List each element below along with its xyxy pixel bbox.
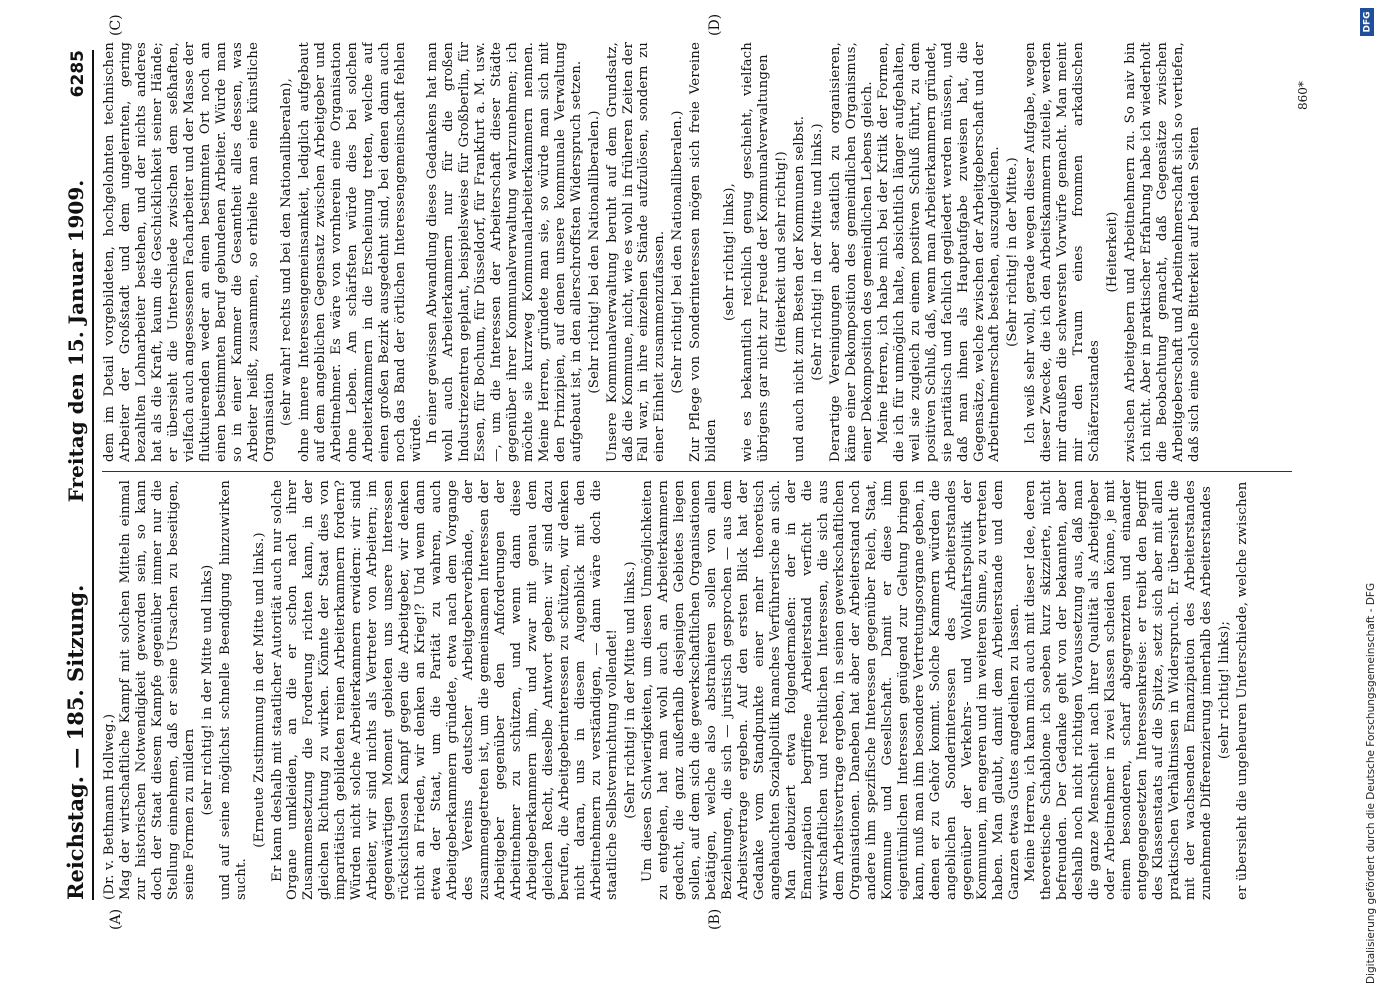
paragraph: zwischen Arbeitgebern und Arbeitnehmern zu. So naiv bin ich nicht. Aber in praktischer Erfahrung habe ich wiederholt die Beobachtung gemacht, daß Gegensätze zwischen Arbeitgeberschaft und Arbeitnehmerschaft sich so vertiefen, daß sich eine solche Bitterkeit auf beiden Seiten [1123,42,1202,462]
header-date: Freitag den 15. Januar 1909. [64,179,88,503]
page-header [62,50,94,900]
paragraph: In einer gewissen Abwandlung dieses Gedankens hat man wohl auch Arbeiterkammern nur für die großen Industriezentren geplant, beispielsweise für Großberlin, für Essen, für Bochum, für Düsseldorf, für Frankfurt a. M. usw. —, um die Interessen der Arbeiterschaft dieser Städte gegenüber ihrer Kommunalverwaltung wahrzunehmen; ich möchte sie kurzweg Kommunalarbeiterkammern nennen. Meine Herren, gründete man sie, so würde man sich mit den Prinzipien, auf denen unsere kommunale Verwaltung aufgebaut ist, in den allerschroffsten Widerspruch setzen. [425,42,584,462]
paragraph: Derartige Vereinigungen aber staatlich zu organisieren, käme einer Dekomposition des gemeindlichen Organismus, einer Dekomposition des gemeindlichen Lebens gleich. [827,42,875,462]
speaker-line: (Dr. v. Bethmann Hollweg.) [102,713,117,900]
paragraph: Zur Pflege von Sonderinteressen mögen sich freie Vereine bilden [688,42,720,462]
interjection: (Sehr richtig! bei den Nationalliberalen.) [586,110,602,394]
digitization-credit [1353,14,1377,986]
paragraph: wie es bekanntlich reichlich genug geschieht, vielfach übrigens gar nicht zur Freude der Kommunalverwaltungen [740,42,772,462]
paragraph: dem im Detail vorgebildeten, hochgelohnten technischen Arbeiter der Großstadt und dem ungelernten, gering bezahlten Lohnarbeiter bestehen, und der nichts anderes hat als die Kraft, kaum die Geschicklichkeit seiner Hände; er übersieht die Unterschiede zwischen dem seßhaften, vielfach auch angesessenen Facharbeiter und der Masse der fluktuierenden weder an einen bestimmten Ort noch an einen bestimmten Beruf gebundenen Arbeiter. Würde man so in einer Kammer die Gesamtheit alles dessen, was Arbeiter heißt, zusammen, so erhielte man eine künstliche Organisation [102,42,277,462]
interjection: (Sehr richtig! in der Mitte und links.) [622,561,638,819]
paragraph: und auch nicht zum Besten der Kommunen selbst. [792,115,808,462]
paragraph: Mag der wirtschaftliche Kampf mit solchen Mitteln einmal zur historischen Notwendigkeit geworden sein, so kann doch der Staat diesem Kampfe gegenüber immer nur die Stellung einnehmen, daß er seine Ursachen zu beseitigen, seine Formen zu mildern [117,480,197,900]
dfg-logo [1360,8,1374,36]
interjection: (Heiterkeit und sehr richtig!) [774,151,790,353]
paragraph: Meine Herren, ich habe mich bei der Kritik der Formen, die ich für unmöglich halte, absichtlich länger aufgehalten, weil sie zugleich zu einem positiven Schluß führt, zu dem positiven Schluß, daß, wenn man Arbeiterkammern gründet, sie paritätisch und fachlich gegliedert werden müssen, und daß man ihnen als Hauptaufgabe zuweisen hat, die Gegensätze, welche zwischen der Arbeitgeberschaft und der Arbeitnehmerschaft bestehen, auszugleichen. [875,42,1003,462]
interjection: (Sehr richtig! in der Mitte.) [1005,157,1021,347]
paragraph: Ich weiß sehr wohl, gerade wegen dieser Aufgabe, wegen dieser Zwecke, die ich den Arbeitskammern zuteile, werden mir draußen die schwersten Vorwürfe gemacht. Man meint mir den Traum eines frommen arkadischen Schäferzustandes [1023,42,1103,462]
interjection: (Heiterkeit) [1105,211,1121,293]
paragraph: Unsere Kommunalverwaltung beruht auf dem Grundsatz, daß die Kommune, nicht, wie es wohl in früheren Zeiten der Fall war, in ihre einzelnen Stände aufzulösen, sondern zu einer Einheit zusammenzufassen. [604,42,668,462]
sheet-mark: 860* [1296,81,1310,110]
interjection: (Erneute Zustimmung in der Mitte und links.) [251,532,267,848]
right-column [102,42,1292,462]
interjection: (sehr richtig! links); [1216,620,1232,760]
paragraph: und auf seine möglichst schnelle Beendigung hinzuwirken sucht. [217,480,249,900]
margin-mark-d: (D) [707,13,723,36]
credit-text: Digitalisierung gefördert durch die Deutsche Forschungsgemeinschaft - DFG [1365,582,1377,984]
interjection: (Sehr richtig! bei den Nationalliberalen.) [670,110,686,394]
paragraph: er übersieht die ungeheuren Unterschiede, welche zwischen [1234,481,1250,900]
page-number: 6285 [68,50,88,98]
paragraph: Meine Herren, ich kann mich auch mit dieser Idee, deren theoretische Schablone ich soeben kurz skizzierte, nicht befreunden. Der Gedanke geht von der bekannten, aber deshalb noch nicht richtigen Voraussetzung aus, daß man die ganze Menschheit nach ihrer Qualität als Arbeitgeber oder Arbeitnehmer in zwei Klassen scheiden könne, je mit einem besonderen, scharf abgegrenzten und einander entgegengesetzten Interessenkreise: er treibt den Begriff des Klassenstaats auf die Spitze, setzt sich aber mit allen praktischen Verhältnissen in Widerspruch. Er übersieht die mit der wachsenden Emanzipation des Arbeiterstandes zunehmende Differenzierung innerhalb des Arbeiterstandes [1023,480,1214,900]
paragraph: Er kann deshalb mit staatlicher Autorität auch nur solche Organe umkleiden, an die er schon nach ihrer Zusammensetzung die Forderung richten kann, in der gleichen Richtung zu wirken. Könnte der Staat dies von imparitätisch gebildeten reinen Arbeiterkammern fordern? Würden nicht solche Arbeiterkammern erwidern: wir sind Arbeiter, wir sind nichts als Vertreter von Arbeitern; im gegenwärtigen Moment gebieten uns unsere Interessen rücksichtslosen Kampf gegen die Arbeitgeber, wir denken nicht an Frieden, wir denken an Krieg!? Und wenn dann etwa der Staat, um die Parität zu wahren, auch Arbeitgeberkammern gründete, etwa nach dem Vorgange des Vereins deutscher Arbeitgeberverbände, der zusammengetreten ist, um die gemeinsamen Interessen der Arbeitgeber gegenüber den Anforderungen der Arbeitnehmer zu schützen, und wenn dann diese Arbeitgeberkammern ihm, und zwar mit genau dem gleichen Recht, dieselbe Antwort geben: wir sind dazu berufen, die Arbeitgeberinteressen zu schützen, wir denken nicht daran, uns in diesem Augenblick mit den Arbeitnehmern zu verständigen, — dann wäre doch die staatliche Selbstvernichtung vollendet! [269,480,620,900]
paragraph: Um diesen Schwierigkeiten, um diesen Unmöglichkeiten zu entgehen, hat man wohl auch an Arbeiterkammern gedacht, die ganz außerhalb desjenigen Gebietes liegen sollen, auf dem sich die gewerkschaftlichen Organisationen betätigen, welche also abstrahieren sollen von allen Beziehungen, die sich — juristisch gesprochen — aus dem Arbeitsvertrage ergeben. Auf den ersten Blick hat der Gedanke vom Standpunkte einer mehr theoretisch angehauchten Sozialpolitik manches Verführerische an sich. Man debuziert etwa folgendermaßen: der in der Emanzipation begriffene Arbeiterstand verficht die wirtschaftlichen und rechtlichen Interessen, die sich aus dem Arbeitsvertrage ergeben, in seinen gewerkschaftlichen Organisationen. Daneben hat aber der Arbeiterstand noch andere ihm spezifische Interessen gegenüber Reich, Staat, Kommune und Gesellschaft. Damit er diese ihm eigentümlichen Interessen genügend zur Geltung bringen kann, muß man ihm besondere Vertretungsorgane geben, in denen er zu Gehör kommt. Solche Kammern würden die angeblichen Sonderinteressen des Arbeiterstandes gegenüber der Verkehrs- und Wohlfahrtspolitik der Kommunen, im engeren und im weiteren Sinne, zu vertreten haben. Man glaubt, damit dem Arbeiterstande und dem Ganzen etwas Gutes angedeihen zu lassen. [640,480,1023,900]
paragraph: ohne innere Interessengemeinsamkeit, lediglich aufgebaut auf dem angeblichen Gegensatz zwischen Arbeitgeber und Arbeitnehmer. Es wäre von vornherein eine Organisation ohne Leben. Am schärfsten würde dies bei solchen Arbeiterkammern in die Erscheinung treten, welche auf einen großen Bezirk ausgedehnt sind, bei denen dann auch noch das Band der örtlichen Interessengemeinschaft fehlen würde. [297,42,425,462]
interjection: (sehr richtig! in der Mitte und links) [199,564,215,816]
left-column [102,480,1292,900]
margin-mark-b: (B) [707,908,723,930]
interjection: (sehr wahr! rechts und bei den Nationalliberalen), [279,77,295,427]
interjection: (Sehr richtig! in der Mitte und links.) [809,123,825,381]
margin-mark-c: (C) [108,14,124,36]
column-divider [102,471,1292,472]
margin-mark-a: (A) [108,908,124,930]
dfg-logo-text: DFG [1362,11,1373,33]
header-session: Reichstag. — 185. Sitzung. [63,584,88,900]
interjection: (sehr richtig! links), [722,183,738,321]
